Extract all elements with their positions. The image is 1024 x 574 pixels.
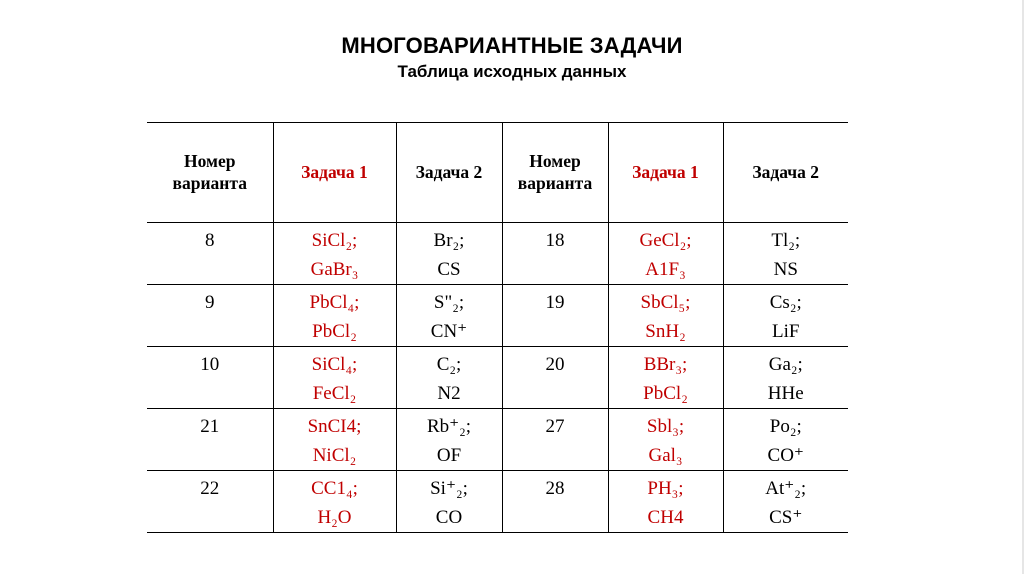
table-row [147,285,848,347]
task1-cell [608,471,723,533]
formula: CO⁺ [767,445,804,466]
formula: N2 [437,383,461,404]
variant-number: 18 [502,223,608,285]
formula: NS [773,259,798,280]
formula: Po₂; [769,416,802,437]
header-task2-left: Задача 2 [396,123,502,223]
variant-number: 22 [147,471,273,533]
formula: NiCl₂ [312,445,357,466]
page-subtitle: Таблица исходных данных [397,62,627,81]
task2-cell [723,409,848,471]
variant-number: 20 [502,347,608,409]
task2-cell [396,223,502,285]
formula: Si⁺₂; [430,478,468,499]
formula: SnCI4; [307,416,362,437]
header-variant-left: Номер варианта [147,123,273,223]
variant-number: 28 [502,471,608,533]
task2-cell [396,347,502,409]
formula: SnH₂ [645,321,686,342]
variant-number: 19 [502,285,608,347]
formula: SiCl₄; [311,354,358,375]
source-data-table [147,122,848,533]
formula: At⁺₂; [765,478,807,499]
formula: S"₂; [433,292,465,313]
formula: FeCl₂ [312,383,357,404]
formula: PbCl₂ [643,383,688,404]
formula: Br₂; [433,230,465,251]
task2-cell [723,471,848,533]
task2-cell [723,223,848,285]
task2-cell [396,285,502,347]
header-task1-left: Задача 1 [273,123,396,223]
table-row [147,409,848,471]
variant-number: 10 [147,347,273,409]
table-row [147,347,848,409]
formula: Ga₂; [768,354,803,375]
formula: Sbl₃; [646,416,685,437]
formula: LiF [772,321,800,342]
formula: PbCl₂ [312,321,357,342]
task1-cell [273,285,396,347]
variant-number: 9 [147,285,273,347]
formula: Rb⁺₂; [426,416,472,437]
task2-cell [396,409,502,471]
header-task2-right: Задача 2 [752,161,820,182]
table-row [147,471,848,533]
table-row [147,223,848,285]
formula: CN⁺ [430,321,468,342]
task2-cell [723,285,848,347]
formula: HHe [767,383,804,404]
task2-cell [723,347,848,409]
page-title: МНОГОВАРИАНТНЫЕ ЗАДАЧИ [341,33,683,58]
task1-cell [608,285,723,347]
formula: CH4 [647,507,684,528]
table-header-row [147,123,848,223]
formula: OF [436,445,462,466]
task1-cell [608,409,723,471]
task1-cell [608,223,723,285]
formula: C₂; [436,354,462,375]
task1-cell [273,347,396,409]
formula: H₂O [317,507,352,528]
formula: CS⁺ [769,507,803,528]
task1-cell [273,471,396,533]
variant-number: 27 [502,409,608,471]
task1-cell [608,347,723,409]
formula: Cs₂; [769,292,802,313]
formula: PH₃; [647,478,684,499]
formula: CC1₄; [311,478,358,499]
task1-cell [273,223,396,285]
header-variant-right: Номер варианта [502,123,608,223]
variant-number: 8 [147,223,273,285]
formula: SbCl₅; [640,292,691,313]
formula: Tl₂; [771,230,801,251]
task1-cell [273,409,396,471]
header-task1-right: Задача 1 [608,123,723,223]
formula: CS [437,259,461,280]
formula: PbCl₄; [309,292,360,313]
formula: CO [435,507,463,528]
formula: GaBr₃ [310,259,359,280]
formula: SiCl₂; [311,230,358,251]
task2-cell [396,471,502,533]
formula: GeCl₂; [639,230,692,251]
formula: BBr₃; [643,354,688,375]
formula: A1F₃ [645,259,686,280]
formula: Gal₃ [648,445,683,466]
variant-number: 21 [147,409,273,471]
